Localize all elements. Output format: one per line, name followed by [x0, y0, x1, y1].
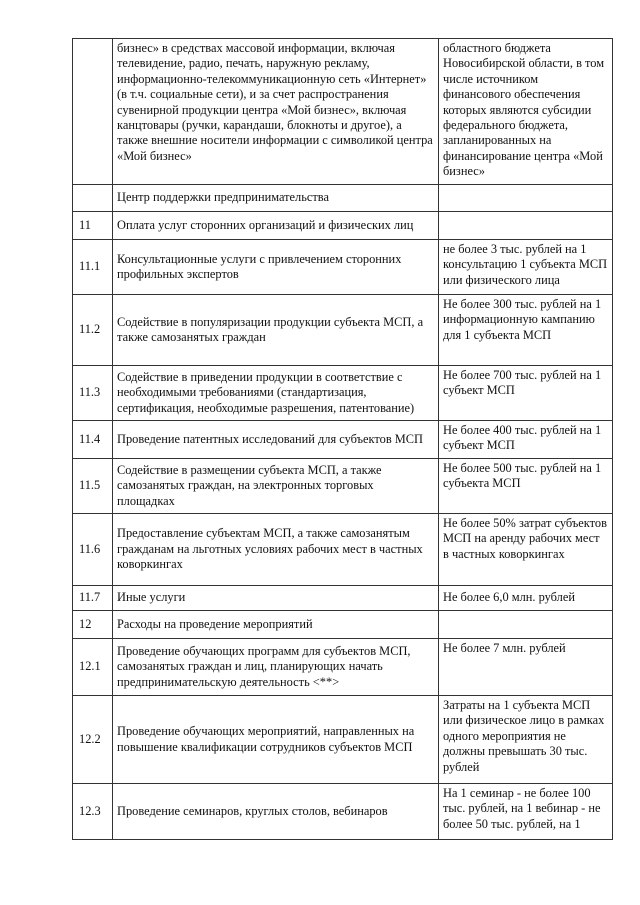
- row-description: Содействие в приведении продукции в соответствие с необходимыми требованиями (стандартизация, сертификация, необходимые разрешения, патентование): [113, 366, 439, 421]
- row-number: 12.1: [73, 639, 113, 696]
- row-condition: Не более 400 тыс. рублей на 1 субъект МСП: [439, 421, 613, 459]
- row-number: 11.6: [73, 514, 113, 586]
- table-row: [73, 459, 613, 514]
- row-condition: Не более 700 тыс. рублей на 1 субъект МСП: [439, 366, 613, 421]
- row-number: 12.3: [73, 784, 113, 840]
- table-row: [73, 240, 613, 295]
- row-condition: Не более 7 млн. рублей: [439, 639, 613, 696]
- row-description: бизнес» в средствах массовой информации, включая телевидение, радио, печать, наружную рекламу, информационно-телекоммуникационную сеть «Интернет» (в т.ч. социальные сети), и за счет распространения сувенирной продукции центра «Мой бизнес», включая канцтовары (ручки, карандаши, блокноты и другое), а также внешние носители информации с символикой центра «Мой бизнес»: [113, 39, 439, 185]
- row-condition: Не более 6,0 млн. рублей: [439, 586, 613, 611]
- table-row: [73, 639, 613, 696]
- row-condition: Затраты на 1 субъекта МСП или физическое лицо в рамках одного мероприятия не должны превышать 30 тыс. рублей: [439, 696, 613, 784]
- row-description: Расходы на проведение мероприятий: [113, 611, 439, 639]
- row-condition: [439, 212, 613, 240]
- table-row: [73, 421, 613, 459]
- row-description: Проведение семинаров, круглых столов, вебинаров: [113, 784, 439, 840]
- table-row: [73, 784, 613, 840]
- table-row: [73, 366, 613, 421]
- row-description: Предоставление субъектам МСП, а также самозанятым гражданам на льготных условиях рабочих мест в частных коворкингах: [113, 514, 439, 586]
- row-condition: областного бюджета Новосибирской области, в том числе источником финансового обеспечения которых являются субсидии федерального бюджета, запланированных на финансирование центра «Мой бизнес»: [439, 39, 613, 185]
- table-row: [73, 185, 613, 212]
- table-row: [73, 295, 613, 366]
- row-condition: На 1 семинар - не более 100 тыс. рублей, на 1 вебинар - не более 50 тыс. рублей, на 1: [439, 784, 613, 840]
- row-condition: Не более 50% затрат субъектов МСП на аренду рабочих мест в частных коворкингах: [439, 514, 613, 586]
- row-condition: не более 3 тыс. рублей на 1 консультацию 1 субъекта МСП или физического лица: [439, 240, 613, 295]
- table-row: [73, 611, 613, 639]
- row-description: Проведение обучающих мероприятий, направленных на повышение квалификации сотрудников субъектов МСП: [113, 696, 439, 784]
- row-description: Оплата услуг сторонних организаций и физических лиц: [113, 212, 439, 240]
- row-number: [73, 39, 113, 185]
- expenses-table: [72, 38, 613, 840]
- row-number: 11.4: [73, 421, 113, 459]
- row-number: 11.3: [73, 366, 113, 421]
- row-condition: Не более 300 тыс. рублей на 1 информационную кампанию для 1 субъекта МСП: [439, 295, 613, 366]
- row-number: 12.2: [73, 696, 113, 784]
- row-number: 11.1: [73, 240, 113, 295]
- row-description: Содействие в популяризации продукции субъекта МСП, а также самозанятых граждан: [113, 295, 439, 366]
- table-row: [73, 586, 613, 611]
- row-description: Консультационные услуги с привлечением сторонних профильных экспертов: [113, 240, 439, 295]
- row-number: 11.5: [73, 459, 113, 514]
- row-condition: [439, 611, 613, 639]
- table-row: [73, 39, 613, 185]
- table-row: [73, 212, 613, 240]
- table-row: [73, 696, 613, 784]
- table-row: [73, 514, 613, 586]
- row-description: Иные услуги: [113, 586, 439, 611]
- row-condition: Не более 500 тыс. рублей на 1 субъекта МСП: [439, 459, 613, 514]
- row-description: Содействие в размещении субъекта МСП, а также самозанятых граждан, на электронных торговых площадках: [113, 459, 439, 514]
- row-number: 12: [73, 611, 113, 639]
- section-heading: Центр поддержки предпринимательства: [113, 185, 439, 212]
- row-number: 11.7: [73, 586, 113, 611]
- row-description: Проведение патентных исследований для субъектов МСП: [113, 421, 439, 459]
- row-number: [73, 185, 113, 212]
- row-number: 11.2: [73, 295, 113, 366]
- row-condition: [439, 185, 613, 212]
- row-description: Проведение обучающих программ для субъектов МСП, самозанятых граждан и лиц, планирующих начать предпринимательскую деятельность <**>: [113, 639, 439, 696]
- row-number: 11: [73, 212, 113, 240]
